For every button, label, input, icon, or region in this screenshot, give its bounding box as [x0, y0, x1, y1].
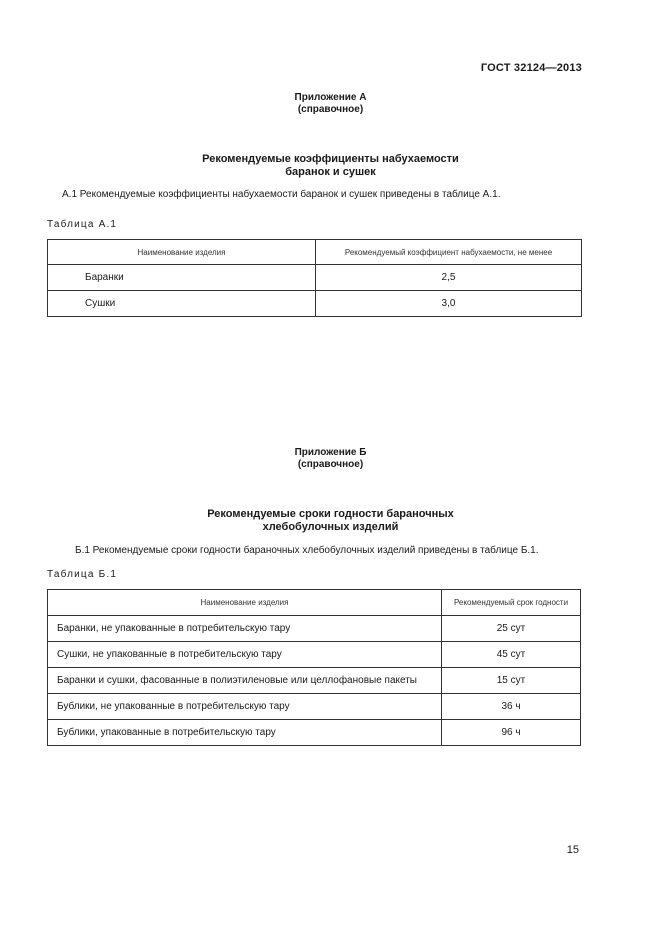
table-row	[48, 265, 582, 291]
table-header-cell: Наименование изделия	[48, 590, 442, 616]
table-cell-value: 45 сут	[442, 642, 581, 668]
table-a1	[47, 239, 582, 317]
table-cell-value: 36 ч	[442, 694, 581, 720]
annex-b-title: Приложение Б	[294, 447, 367, 458]
table-cell-value: 15 сут	[442, 668, 581, 694]
annex-a-subtitle: (справочное)	[297, 104, 364, 115]
annex-a-heading-line2: баранок и сушек	[285, 166, 376, 178]
annex-b-heading-line2: хлебобулочных изделий	[262, 521, 399, 533]
table-cell-name: Баранки, не упакованные в потребительскую тару	[48, 616, 442, 642]
table-header-cell: Наименование изделия	[48, 240, 316, 265]
table-row	[48, 642, 581, 668]
page-number: 15	[566, 844, 579, 856]
annex-b-subtitle: (справочное)	[297, 459, 364, 470]
table-row	[48, 694, 581, 720]
document-code: ГОСТ 32124—2013	[480, 62, 582, 74]
table-cell-name: Сушки, не упакованные в потребительскую тару	[48, 642, 442, 668]
table-cell-name: Бублики, не упакованные в потребительскую тару	[48, 694, 442, 720]
annex-b-heading-line1: Рекомендуемые сроки годности бараночных	[207, 508, 454, 520]
table-header-row	[48, 590, 581, 616]
table-cell-value: 3,0	[316, 291, 582, 317]
table-cell-name: Баранки	[48, 265, 316, 291]
table-row	[48, 616, 581, 642]
table-cell-value: 96 ч	[442, 720, 581, 746]
table-row	[48, 668, 581, 694]
table-header-cell: Рекомендуемый коэффициент набухаемости, не менее	[316, 240, 582, 265]
table-a1-label: Таблица А.1	[47, 219, 118, 230]
annex-a-heading-line1: Рекомендуемые коэффициенты набухаемости	[202, 153, 459, 165]
annex-b-paragraph: Б.1 Рекомендуемые сроки годности бараночных хлебобулочных изделий приведены в таблице Б.1.	[75, 545, 539, 556]
table-header-cell: Рекомендуемый срок годности	[442, 590, 581, 616]
annex-a-paragraph: А.1 Рекомендуемые коэффициенты набухаемости баранок и сушек приведены в таблице А.1.	[62, 189, 501, 200]
table-cell-name: Баранки и сушки, фасованные в полиэтиленовые или целлофановые пакеты	[48, 668, 442, 694]
table-row	[48, 291, 582, 317]
table-b1	[47, 589, 581, 746]
table-cell-value: 25 сут	[442, 616, 581, 642]
table-b1-label: Таблица Б.1	[47, 569, 118, 580]
table-cell-name: Сушки	[48, 291, 316, 317]
table-row	[48, 720, 581, 746]
table-header-row	[48, 240, 582, 265]
table-cell-name: Бублики, упакованные в потребительскую тару	[48, 720, 442, 746]
annex-a-title: Приложение А	[294, 92, 367, 103]
table-cell-value: 2,5	[316, 265, 582, 291]
